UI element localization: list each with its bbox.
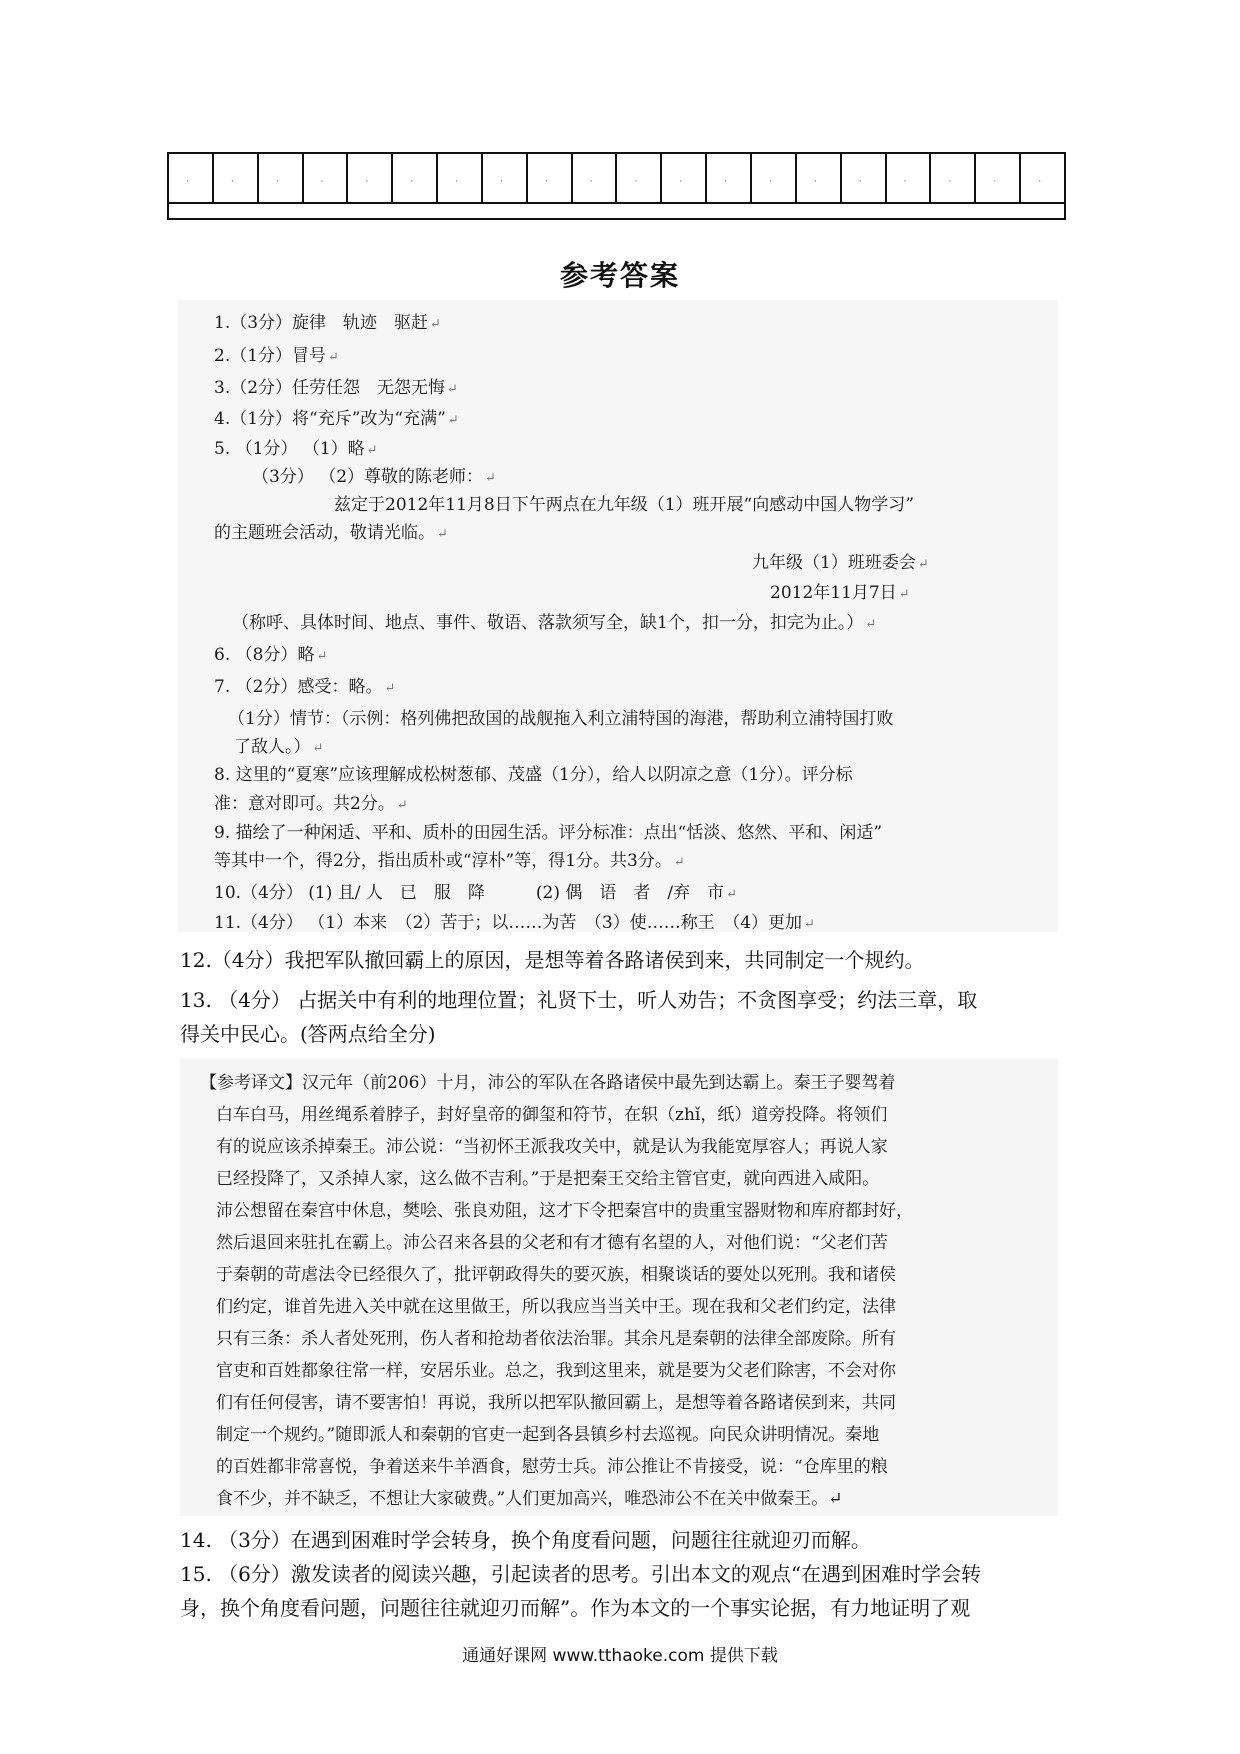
answer-15-line2: 身，换个角度看问题，问题往往就迎刃而解”。作为本文的一个事实论据，有力地证明了观 [180, 1596, 971, 1620]
answer-line [214, 846, 685, 871]
answer-13-line2: 得关中民心。(答两点给全分) [180, 1022, 436, 1046]
return-mark: ↵ [384, 681, 396, 696]
grid-cell-mark: · [410, 176, 414, 187]
grid-cell-mark: · [948, 176, 952, 187]
grid-blank-row [168, 203, 1065, 219]
translation-block [180, 1058, 1058, 1516]
grid-cell [930, 153, 975, 203]
return-mark: ↵ [437, 527, 448, 542]
translation-line: 只有三条：杀人者处死刑，伤人者和抢劫者依法治罪。其余凡是秦朝的法律全部废除。所有 [216, 1329, 896, 1349]
page-title: 参考答案 [559, 259, 680, 292]
grid-cell [1020, 153, 1065, 203]
grid-cell-mark: · [589, 176, 593, 187]
return-mark: ↵ [804, 917, 815, 932]
translation-line: 然后退回来驻扎在霸上。沛公召来各县的父老和有才德有名望的人，对他们说：“父老们苦 [216, 1233, 888, 1253]
return-mark: ↵ [673, 855, 685, 870]
grid-cell [527, 153, 572, 203]
answer-line [214, 518, 448, 543]
grid-cell [975, 153, 1020, 203]
grid-cell-mark: · [186, 176, 189, 187]
grid-cell [886, 153, 931, 203]
translation-line: 食不少，并不缺乏，不想让大家破费。”人们更加高兴，唯恐沛公不在关中做秦王。↵ [216, 1489, 843, 1509]
answer-14: 14. （3分）在遇到困难时学会转身，换个角度看问题，问题往往就迎刃而解。 [180, 1528, 871, 1552]
return-mark: ↵ [726, 887, 737, 902]
answer-text: 6. （8分）略 [214, 645, 315, 665]
translation-line: 的百姓都非常喜悦，争着送来牛羊酒食，慰劳士兵。沛公推让不肯接受，说：“仓库里的粮 [216, 1457, 888, 1477]
grid-cell [258, 153, 303, 203]
return-mark: ↵ [316, 649, 328, 664]
return-mark: ↵ [430, 317, 441, 332]
answer-text: 兹定于2012年11月8日下午两点在九年级（1）班开展“向感动中国人物学习” [334, 495, 914, 515]
answer-text: 九年级（1）班班委会 [752, 553, 916, 573]
translation-line: 于秦朝的苛虐法令已经很久了，批评朝政得失的要灭族，相聚谈话的要处以死刑。我和诸侯 [216, 1265, 896, 1285]
return-mark: ↵ [396, 798, 408, 813]
translation-line: 制定一个规约。”随即派人和秦朝的官吏一起到各县镇乡村去巡视。向民众讲明情况。秦地 [216, 1425, 880, 1445]
answer-text: （1分）情节：（示例：格列佛把敌国的战舰拖入利立浦特国的海港，帮助利立浦特国打败 [228, 709, 894, 729]
return-mark: ↵ [485, 471, 496, 486]
answer-text: 2012年11月7日 [770, 583, 897, 603]
grid-cell [213, 153, 258, 203]
return-mark: ↵ [917, 557, 929, 572]
answer-text: 1.（3分）旋律 轨迹 驱赶 [214, 313, 429, 333]
answer-text: 5. （1分） （1）略 [214, 439, 365, 459]
grid-cell-mark: · [813, 176, 817, 187]
answer-text: 7. （2分）感受：略。 [214, 677, 383, 697]
answer-line [234, 732, 323, 757]
translation-line: 有的说应该杀掉秦王。沛公说：“当初怀王派我攻关中，就是认为我能宽厚容人；再说人家 [216, 1137, 888, 1157]
translation-line: 沛公想留在秦宫中休息，樊哙、张良劝阻，这才下令把秦宫中的贵重宝器财物和库府都封好， [216, 1201, 913, 1221]
answer-line [214, 760, 855, 785]
grid-cell-mark: · [903, 176, 907, 187]
answer-line [214, 640, 327, 665]
grid-cell-mark: · [320, 176, 324, 187]
grid-blank-cell [168, 203, 1065, 219]
grid-cell-mark: · [230, 176, 234, 187]
answer-12: 12.（4分）我把军队撤回霸上的原因，是想等着各路诸侯到来，共同制定一个规约。 [180, 948, 925, 972]
answer-text: 准：意对即可。共2分。 [214, 794, 395, 814]
answer-line [214, 373, 458, 398]
answer-text: 2.（1分）冒号 [214, 346, 327, 366]
grid-cell-mark: · [455, 176, 459, 187]
answer-line [214, 434, 378, 459]
answer-15-line1: 15. （6分）激发读者的阅读兴趣，引起读者的思考。引出本文的观点“在遇到困难时学会转 [180, 1562, 982, 1586]
return-mark: ↵ [328, 350, 339, 365]
answer-line [214, 908, 815, 933]
answer-13-line1: 13. （4分） 占据关中有利的地理位置；礼贤下士，听人劝告；不贪图享受；约法三章，取 [180, 988, 978, 1012]
return-mark: ↵ [865, 617, 877, 632]
translation-line: 【参考译文】汉元年（前206）十月，沛公的军队在各路诸侯中最先到达霸上。秦王子婴驾着 [200, 1073, 896, 1093]
answer-text: 11.（4分） （1）本来 （2）苦于；以……为苦 （3）使……称王 （4）更加 [214, 913, 803, 933]
grid-cell-mark: · [365, 176, 369, 187]
answer-line [232, 608, 876, 633]
answer-line [334, 490, 916, 515]
answer-line [252, 462, 496, 487]
grid-cell-mark: · [500, 176, 503, 187]
translation-line: 们约定，谁首先进入关中就在这里做王，所以我应当当关中王。现在我和父老们约定，法律 [216, 1297, 896, 1317]
grid-cell-mark: · [769, 176, 772, 187]
grid-cell-mark: · [544, 176, 548, 187]
return-mark: ↵ [312, 741, 324, 756]
grid-cell-row [168, 153, 1065, 203]
answer-line [214, 818, 884, 843]
answer-text: 了敌人。） [234, 737, 311, 757]
grid-cell [303, 153, 348, 203]
grid-cell [841, 153, 886, 203]
grid-cell [437, 153, 482, 203]
answer-text: 的主题班会活动，敬请光临。 [214, 523, 435, 543]
answer-line [752, 548, 929, 573]
answer-text: 9. 描绘了一种闲适、平和、质朴的田园生活。评分标准：点出“恬淡、悠然、平和、闲适” [214, 823, 883, 843]
footer-credit: 通通好课网 www.tthaoke.com 提供下载 [462, 1646, 778, 1666]
answer-text: 4.（1分）将“充斥”改为“充满” [214, 409, 446, 429]
answer-text: 等其中一个，得2分，指出质朴或“淳朴”等，得1分。共3分。 [214, 851, 672, 871]
translation-line: 们有任何侵害，请不要害怕！再说，我所以把军队撤回霸上，是想等着各路诸侯到来，共同 [216, 1393, 896, 1413]
return-mark: ↵ [366, 443, 378, 458]
grid-cell [616, 153, 661, 203]
grid-cell-mark: · [993, 176, 997, 187]
grid-cell [392, 153, 437, 203]
answer-line [770, 578, 910, 603]
grid-cell-mark: · [275, 176, 279, 187]
grid-cell [751, 153, 796, 203]
answer-line [214, 672, 395, 697]
answer-line [214, 878, 737, 903]
grid-cell [706, 153, 751, 203]
answer-line [214, 341, 339, 366]
answer-text: （称呼、具体时间、地点、事件、敬语、落款须写全，缺1个，扣一分，扣完为止。） [232, 613, 864, 633]
scanned-answers-block [178, 300, 1058, 932]
return-mark: ↵ [447, 413, 459, 428]
grid-cell [661, 153, 706, 203]
grid-cell [796, 153, 841, 203]
grid-cell-mark: · [679, 176, 683, 187]
answer-line [228, 704, 895, 729]
grid-cell-mark: · [724, 176, 728, 187]
grid-cell [168, 153, 213, 203]
translation-line: 已经投降了，又杀掉人家，这么做不吉利。”于是把秦王交给主管官吏，就向西进入咸阳。 [216, 1169, 880, 1189]
answer-text: 8. 这里的“夏寒”应该理解成松树葱郁、茂盛（1分），给人以阴凉之意（1分）。评分标 [214, 765, 853, 785]
answer-line [214, 404, 459, 429]
answer-text: 3.（2分）任劳任怨 无怨无悔 [214, 378, 446, 398]
answer-line [214, 308, 441, 333]
grid-cell [482, 153, 527, 203]
grid-cell-mark: · [634, 176, 638, 187]
return-mark: ↵ [898, 587, 910, 602]
answer-text: 10.（4分） (1) 且/ 人 已 服 降 (2) 偶 语 者 /弃 市 [214, 883, 725, 903]
answer-grid-table [167, 152, 1066, 220]
grid-cell [347, 153, 392, 203]
answer-line [214, 789, 408, 814]
grid-cell [572, 153, 617, 203]
grid-cell-mark: · [1038, 176, 1042, 187]
return-mark: ↵ [447, 382, 458, 397]
translation-line: 白车白马，用丝绳系着脖子，封好皇帝的御玺和符节，在轵（zhǐ，纸）道旁投降。将领们 [216, 1105, 888, 1125]
grid-cell-mark: · [858, 176, 862, 187]
answer-text: （3分） （2）尊敬的陈老师： [252, 467, 484, 487]
translation-line: 官吏和百姓都象往常一样，安居乐业。总之，我到这里来，就是要为父老们除害，不会对你 [216, 1361, 896, 1381]
